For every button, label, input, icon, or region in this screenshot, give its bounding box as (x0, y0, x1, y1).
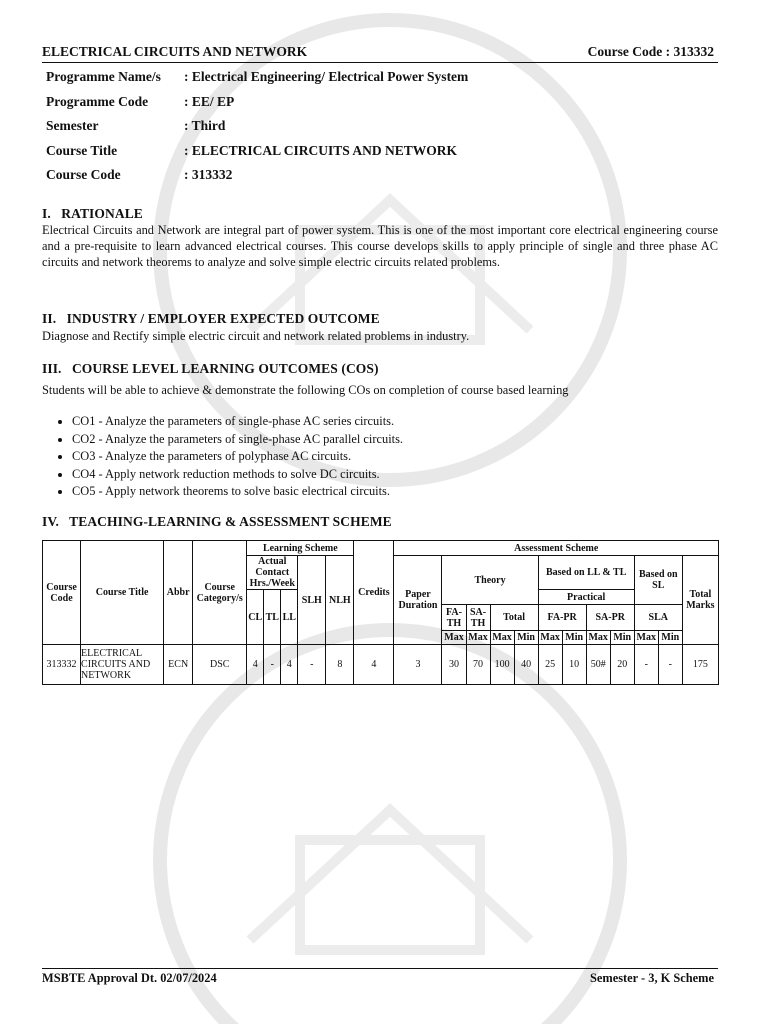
th-ll: LL (281, 590, 298, 645)
cell-credits: 4 (354, 645, 394, 685)
scheme-heading: IV. TEACHING-LEARNING & ASSESSMENT SCHEME (42, 514, 392, 529)
th-sla: SLA (634, 605, 682, 631)
cell-sa-pr-min: 20 (610, 645, 634, 685)
cell-total-min: 40 (514, 645, 538, 685)
cell-paper: 3 (394, 645, 442, 685)
th-slh: SLH (298, 556, 326, 645)
th-course-title: Course Title (81, 541, 164, 645)
rationale-text: Electrical Circuits and Network are integral part of power system. This is one of the most important core electrical engineering course and a pre-requisite to learn advanced electrical courses. This course develops skills to apply principle of single and three phase AC circuits and network theorems to analyze and solve simple electric circuits related problems. (42, 223, 718, 269)
cell-fa-th-max: 30 (442, 645, 466, 685)
footer-approval: MSBTE Approval Dt. 02/07/2024 (42, 971, 217, 985)
info-value: : Electrical Engineering/ Electrical Power System (184, 69, 469, 84)
industry-heading: II. INDUSTRY / EMPLOYER EXPECTED OUTCOME (42, 311, 380, 326)
cell-category: DSC (193, 645, 247, 685)
cos-list (42, 413, 403, 501)
th-theory: Theory (442, 556, 538, 605)
cell-abbr: ECN (164, 645, 193, 685)
page-footer (42, 968, 718, 985)
cell-cl: 4 (247, 645, 264, 685)
th-actual-contact: Actual Contact Hrs./Week (247, 556, 298, 590)
th-min: Min (514, 631, 538, 645)
th-credits: Credits (354, 541, 394, 645)
th-nlh: NLH (326, 556, 354, 645)
cell-sa-pr-max: 50# (586, 645, 610, 685)
industry-text: Diagnose and Rectify simple electric circuit and network related problems in industry. (42, 329, 470, 343)
th-max: Max (634, 631, 658, 645)
th-fa-th: FA-TH (442, 605, 466, 631)
info-row (46, 118, 468, 143)
th-cl: CL (247, 590, 264, 645)
th-min: Min (562, 631, 586, 645)
cell-code: 313332 (43, 645, 81, 685)
info-label: Programme Code (46, 93, 149, 109)
cos-intro: Students will be able to achieve & demonstrate the following COs on completion of course based learning (42, 383, 569, 397)
cell-total-marks: 175 (682, 645, 718, 685)
th-sa-pr: SA-PR (586, 605, 634, 631)
info-row (46, 69, 468, 94)
course-info (46, 69, 468, 192)
rationale-heading: I. RATIONALE (42, 206, 143, 221)
info-label: Course Title (46, 142, 118, 158)
th-total-marks: Total Marks (682, 556, 718, 645)
info-label: Programme Name/s (46, 69, 161, 84)
cell-sla-min: - (658, 645, 682, 685)
th-max: Max (490, 631, 514, 645)
th-practical: Practical (538, 590, 634, 605)
th-min: Min (658, 631, 682, 645)
th-max: Max (466, 631, 490, 645)
list-item: • CO3 - Analyze the parameters of polyphase AC circuits. (72, 448, 403, 466)
list-item: • CO1 - Analyze the parameters of single-phase AC series circuits. (72, 413, 403, 431)
info-value: : ELECTRICAL CIRCUITS AND NETWORK (184, 142, 458, 158)
cell-fa-pr-min: 10 (562, 645, 586, 685)
th-max: Max (586, 631, 610, 645)
th-based-ll-tl: Based on LL & TL (538, 556, 634, 590)
th-total: Total (490, 605, 538, 631)
th-sa-th: SA-TH (466, 605, 490, 631)
th-course-code: Course Code (43, 541, 81, 645)
cell-sla-max: - (634, 645, 658, 685)
list-item: • CO4 - Apply network reduction methods to solve DC circuits. (72, 466, 403, 484)
th-category: Course Category/s (193, 541, 247, 645)
header-course-code: Course Code : 313332 (587, 44, 714, 59)
th-assessment-scheme: Assessment Scheme (394, 541, 719, 556)
cell-sa-th-max: 70 (466, 645, 490, 685)
footer-semester: Semester - 3, K Scheme (590, 971, 714, 985)
info-row (46, 143, 468, 168)
header-title: ELECTRICAL CIRCUITS AND NETWORK (42, 44, 308, 59)
th-paper-duration: Paper Duration (394, 556, 442, 645)
info-row (46, 167, 468, 192)
cell-tl: - (264, 645, 281, 685)
cos-heading: III. COURSE LEVEL LEARNING OUTCOMES (COS) (42, 361, 379, 376)
list-item: • CO5 - Apply network theorems to solve basic electrical circuits. (72, 483, 403, 501)
th-fa-pr: FA-PR (538, 605, 586, 631)
info-row (46, 94, 468, 119)
th-max: Max (538, 631, 562, 645)
cell-title: ELECTRICAL CIRCUITS AND NETWORK (81, 645, 164, 685)
th-min: Min (610, 631, 634, 645)
th-max: Max (442, 631, 466, 645)
cell-slh: - (298, 645, 326, 685)
th-learning-scheme: Learning Scheme (247, 541, 354, 556)
info-value: : Third (184, 118, 226, 133)
page-header (42, 44, 718, 63)
cell-ll: 4 (281, 645, 298, 685)
th-based-sl: Based on SL (634, 556, 682, 605)
info-value: : EE/ EP (184, 93, 235, 109)
table-row (43, 645, 719, 685)
cell-nlh: 8 (326, 645, 354, 685)
info-value: : 313332 (184, 167, 233, 182)
info-label: Course Code (46, 167, 121, 182)
cell-fa-pr-max: 25 (538, 645, 562, 685)
list-item: • CO2 - Analyze the parameters of single-phase AC parallel circuits. (72, 431, 403, 449)
cell-total-max: 100 (490, 645, 514, 685)
th-tl: TL (264, 590, 281, 645)
info-label: Semester (46, 118, 99, 133)
scheme-table (42, 540, 719, 685)
th-abbr: Abbr (164, 541, 193, 645)
